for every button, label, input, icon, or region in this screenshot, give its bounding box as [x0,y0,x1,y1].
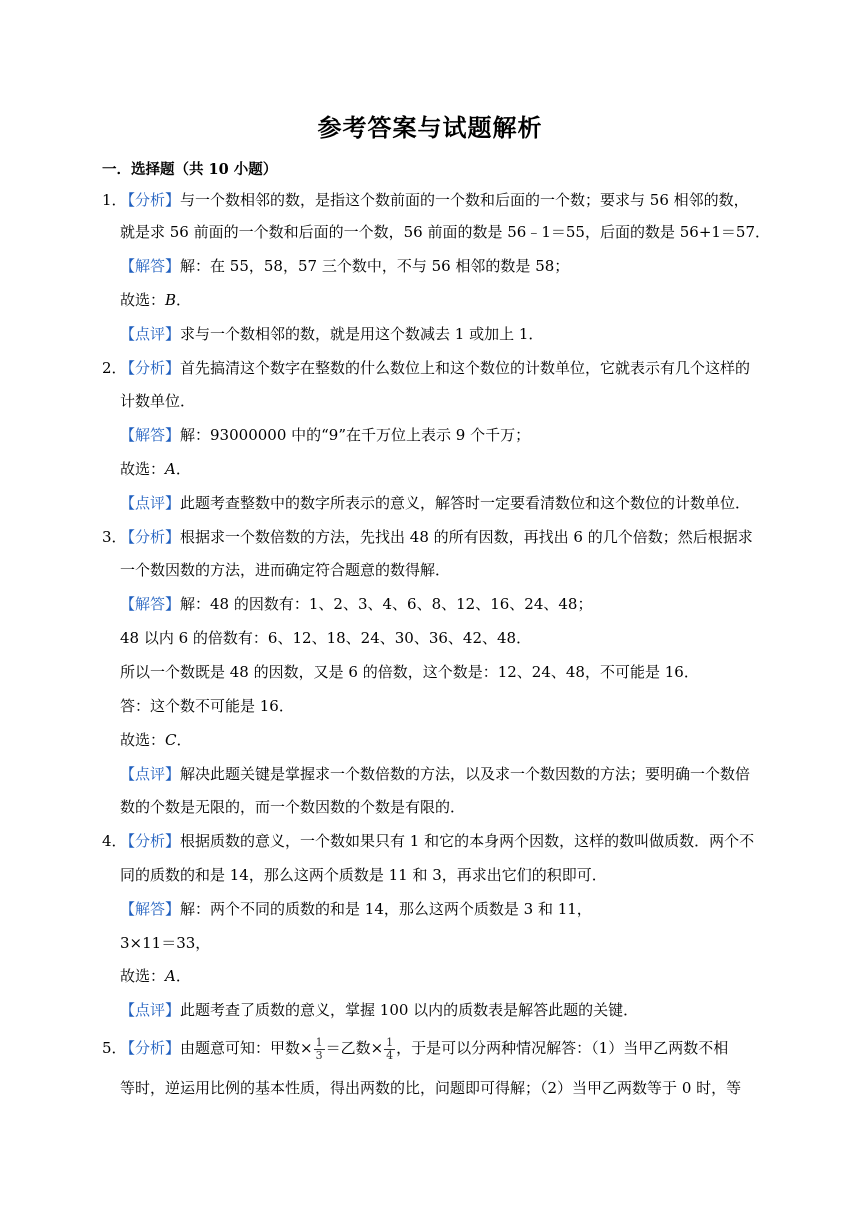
q3-answer-line-2: 48 以内 6 的倍数有：6、12、18、24、30、36、42、48． [120,629,532,647]
q2-analysis-line-2: 计数单位． [120,392,196,410]
answer-tag: 【解答】 [120,257,181,275]
comment-tag: 【点评】 [120,1001,181,1019]
q2-answer-line-1: 【解答】解：93000000 中的“9”在千万位上表示 9 个千万； [120,426,531,444]
q2-choice: 故选：A． [120,460,191,478]
q3-answer-line-4: 答：这个数不可能是 16． [120,697,294,715]
q3-choice: 故选：C． [120,731,192,749]
page-title: 参考答案与试题解析 [317,113,543,142]
question-number-2: 2． [102,359,127,377]
fraction-one-third: $\frac{1}{3}$ [315,1035,323,1062]
comment-tag: 【点评】 [120,325,181,343]
q4-analysis-line-2: 同的质数的和是 14，那么这两个质数是 11 和 3，再求出它们的积即可． [120,866,607,884]
q2-comment-line-1: 【点评】此题考查整数中的数字所表示的意义，解答时一定要看清数位和这个数位的计数单位． [120,494,751,512]
answer-tag: 【解答】 [120,900,181,918]
section-heading: 一．选择题（共 10 小题） [102,161,278,178]
question-number-5: 5． [102,1039,127,1057]
q3-answer-line-3: 所以一个数既是 48 的因数，又是 6 的倍数，这个数是：12、24、48，不可能是 16． [120,663,699,681]
q3-comment-line-1: 【点评】解决此题关键是掌握求一个数倍数的方法，以及求一个数因数的方法；要明确一个数倍 [120,765,751,783]
answer-tag: 【解答】 [120,426,181,444]
q5-analysis-line-1: 【分析】由题意可知：甲数× $\frac{1}{3}$ ＝乙数× $\frac{1}{4}$ ，于是可以分两种情况解答：（1）当甲乙两数不相 [120,1035,729,1062]
analysis-tag: 【分析】 [120,359,181,377]
analysis-tag: 【分析】 [120,191,181,209]
q3-answer-line-1: 【解答】解：48 的因数有：1、2、3、4、6、8、12、16、24、48； [120,595,593,613]
answer-tag: 【解答】 [120,595,181,613]
analysis-tag: 【分析】 [120,1039,181,1057]
comment-tag: 【点评】 [120,765,181,783]
analysis-tag: 【分析】 [120,832,181,850]
q4-answer-line-2: 3×11＝33， [120,934,211,952]
q4-analysis-line-1: 【分析】根据质数的意义，一个数如果只有 1 和它的本身两个因数，这样的数叫做质数．两个不 [120,832,755,850]
analysis-tag: 【分析】 [120,528,181,546]
q4-choice: 故选：A． [120,967,191,985]
question-number-4: 4． [102,832,127,850]
q1-analysis-line-1: 【分析】与一个数相邻的数，是指这个数前面的一个数和后面的一个数；要求与 56 相邻的数， [120,191,749,209]
q5-analysis-line-2: 等时，逆运用比例的基本性质，得出两数的比，问题即可得解；（2）当甲乙两数等于 0 时，等 [120,1079,742,1097]
q3-comment-line-2: 数的个数是无限的，而一个数因数的个数是有限的． [120,798,466,816]
q4-answer-line-1: 【解答】解：两个不同的质数的和是 14，那么这两个质数是 3 和 11， [120,900,592,918]
q3-analysis-line-2: 一个数因数的方法，进而确定符合题意的数得解． [120,561,451,579]
comment-tag: 【点评】 [120,494,181,512]
question-number-1: 1． [102,191,127,209]
q4-comment-line-1: 【点评】此题考查了质数的意义，掌握 100 以内的质数表是解答此题的关键． [120,1001,639,1019]
q1-analysis-line-2: 就是求 56 前面的一个数和后面的一个数，56 前面的数是 56﹣1＝55，后面的数是 56+1＝57． [120,223,771,241]
fraction-one-quarter: $\frac{1}{4}$ [386,1035,394,1062]
question-number-3: 3． [102,528,127,546]
q1-answer-line-1: 【解答】解：在 55，58，57 三个数中，不与 56 相邻的数是 58； [120,257,570,275]
q1-comment-line-1: 【点评】求与一个数相邻的数，就是用这个数减去 1 或加上 1． [120,325,544,343]
q2-analysis-line-1: 【分析】首先搞清这个数字在整数的什么数位上和这个数位的计数单位，它就表示有几个这样的 [120,359,751,377]
q1-choice: 故选：B． [120,291,192,309]
q3-analysis-line-1: 【分析】根据求一个数倍数的方法，先找出 48 的所有因数，再找出 6 的几个倍数；然后根据求 [120,528,753,546]
